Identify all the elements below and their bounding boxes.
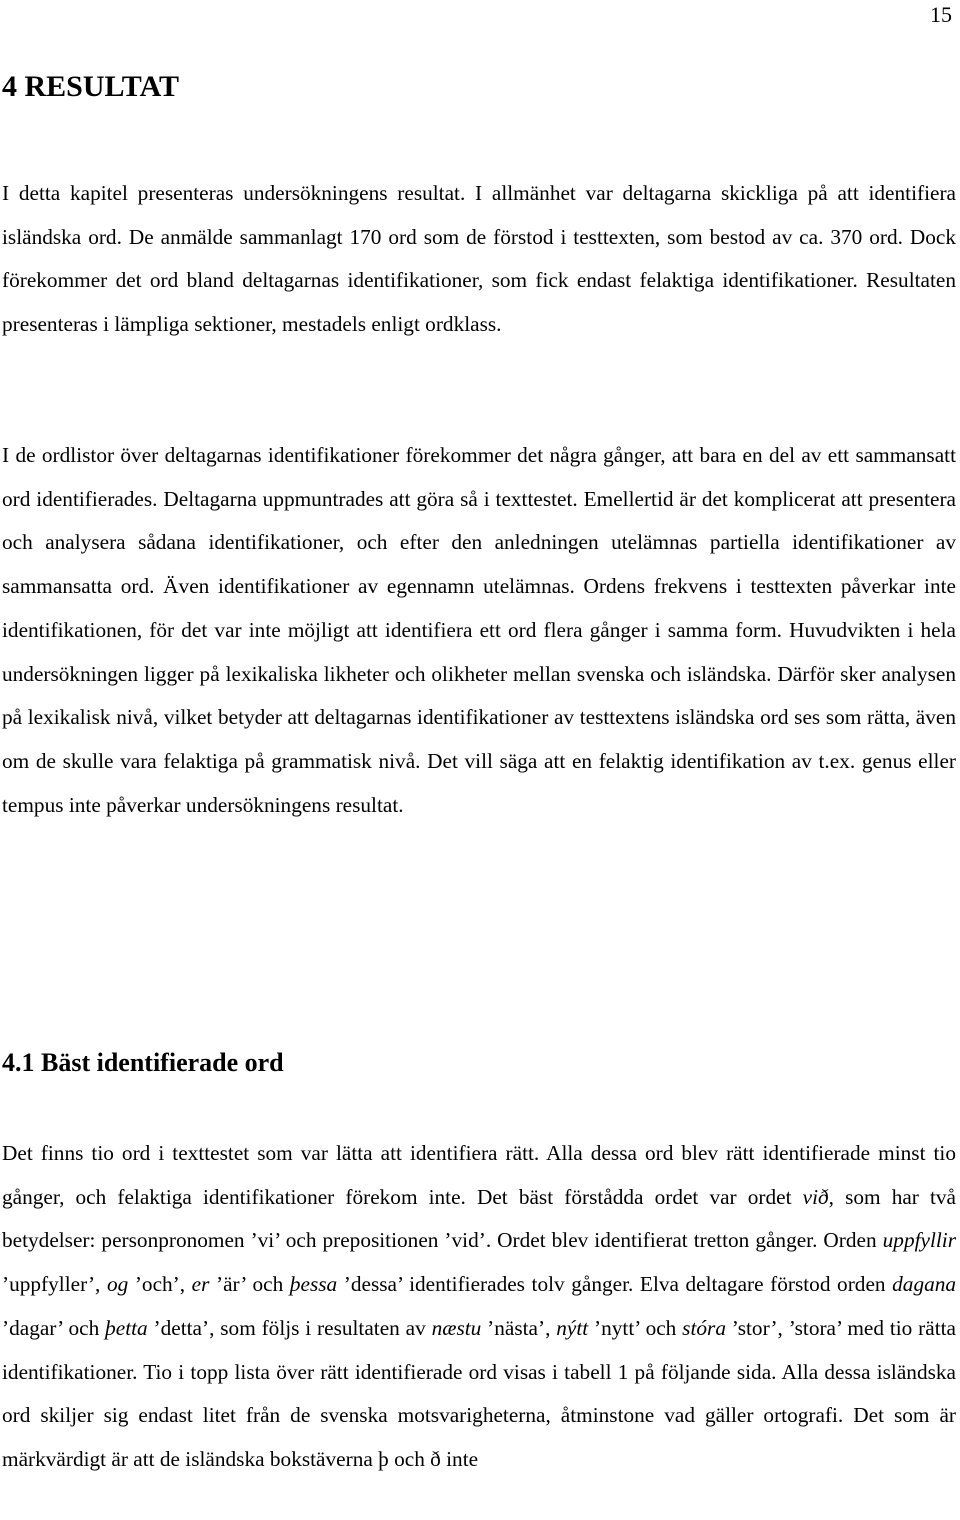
icelandic-word: nýtt bbox=[556, 1315, 589, 1340]
icelandic-word: uppfyllir bbox=[882, 1228, 956, 1253]
text-run: , som har två betydelser: personpronomen ’vi’ och prepositionen ’vid’. Ordet blev identifierat tretton gånger. Orden bbox=[2, 1184, 957, 1253]
text-run: ’och’, bbox=[128, 1272, 192, 1297]
method-paragraph: I de ordlistor över deltagarnas identifikationer förekommer det några gånger, att bara en del av ett sammansatt ord identifierades. Deltagarna uppmuntrades att göra så i texttestet. Emellertid är det komplicerat att presentera och analysera sådana identifikationer, och efter den anledningen utelämnas partiella identifikationer av sammansatta ord. Även identifikationer av egennamn utelämnas. Ordens frekvens i testtexten påverkar inte identifikationen, för det var inte möjligt att identifiera ett ord flera gånger i samma form. Huvudvikten i hela undersökningen ligger på lexikaliska likheter och olikheter mellan svenska och isländska. Därför sker analysen på lexikalisk nivå, vilket betyder att deltagarnas identifikationer av testtextens isländska ord ses som rätta, även om de skulle vara felaktiga på grammatisk nivå. Det vill säga att en felaktig identifikation av t.ex. genus eller tempus inte påverkar undersökningens resultat. bbox=[2, 443, 956, 817]
intro-paragraph: I detta kapitel presenteras undersökningens resultat. I allmänhet var deltagarna skickliga på att identifiera isländska ord. De anmälde sammanlagt 170 ord som de förstod i testtexten, som bestod av ca. 370 ord. Dock förekommer det ord bland deltagarnas identifikationer, som fick endast felaktiga identifikationer. Resultaten presenteras i lämpliga sektioner, mestadels enligt ordklass. bbox=[2, 181, 956, 337]
icelandic-word: dagana bbox=[892, 1272, 957, 1297]
results-paragraph bbox=[2, 1132, 956, 1482]
text-run: ’dessa’ identifierades tolv gånger. Elva deltagare förstod orden bbox=[337, 1272, 893, 1297]
text-run: ’uppfyller’, bbox=[2, 1272, 107, 1297]
icelandic-word: næstu bbox=[431, 1315, 482, 1340]
text-run: ’nästa’, bbox=[481, 1315, 557, 1340]
text-run: ’stor’, ’stora’ med tio rätta identifikationer. Tio i topp lista över rätt identifierade ord visas i tabell 1 på följande sida. Alla dessa isländska ord skiljer sig endast litet från de svenska motsvarigheterna, åtminstone vad gäller ortografi. Det som är märkvärdigt är att de isländska bokstäverna þ och ð inte bbox=[2, 1315, 956, 1471]
page-number: 15 bbox=[930, 2, 952, 27]
icelandic-word: þessa bbox=[289, 1272, 338, 1297]
text-run: ’nytt’ och bbox=[588, 1315, 683, 1340]
icelandic-word: er bbox=[191, 1272, 210, 1297]
text-run: ’är’ och bbox=[209, 1272, 290, 1297]
icelandic-word: við bbox=[802, 1184, 829, 1209]
icelandic-word: stóra bbox=[682, 1315, 726, 1340]
icelandic-word: þetta bbox=[105, 1315, 148, 1340]
text-run: ’dagar’ och bbox=[2, 1315, 106, 1340]
chapter-title: 4 RESULTAT bbox=[2, 70, 180, 103]
text-run: Det finns tio ord i texttestet som var lätta att identifiera rätt. Alla dessa ord blev rätt identifierade minst tio gånger, och felaktiga identifikationer förekom inte. Det bäst förstådda ordet var ordet bbox=[2, 1141, 956, 1209]
text-run: ’detta’, som följs i resultaten av bbox=[147, 1315, 432, 1340]
section-title: 4.1 Bäst identifierade ord bbox=[2, 1048, 284, 1077]
icelandic-word: og bbox=[106, 1272, 129, 1297]
